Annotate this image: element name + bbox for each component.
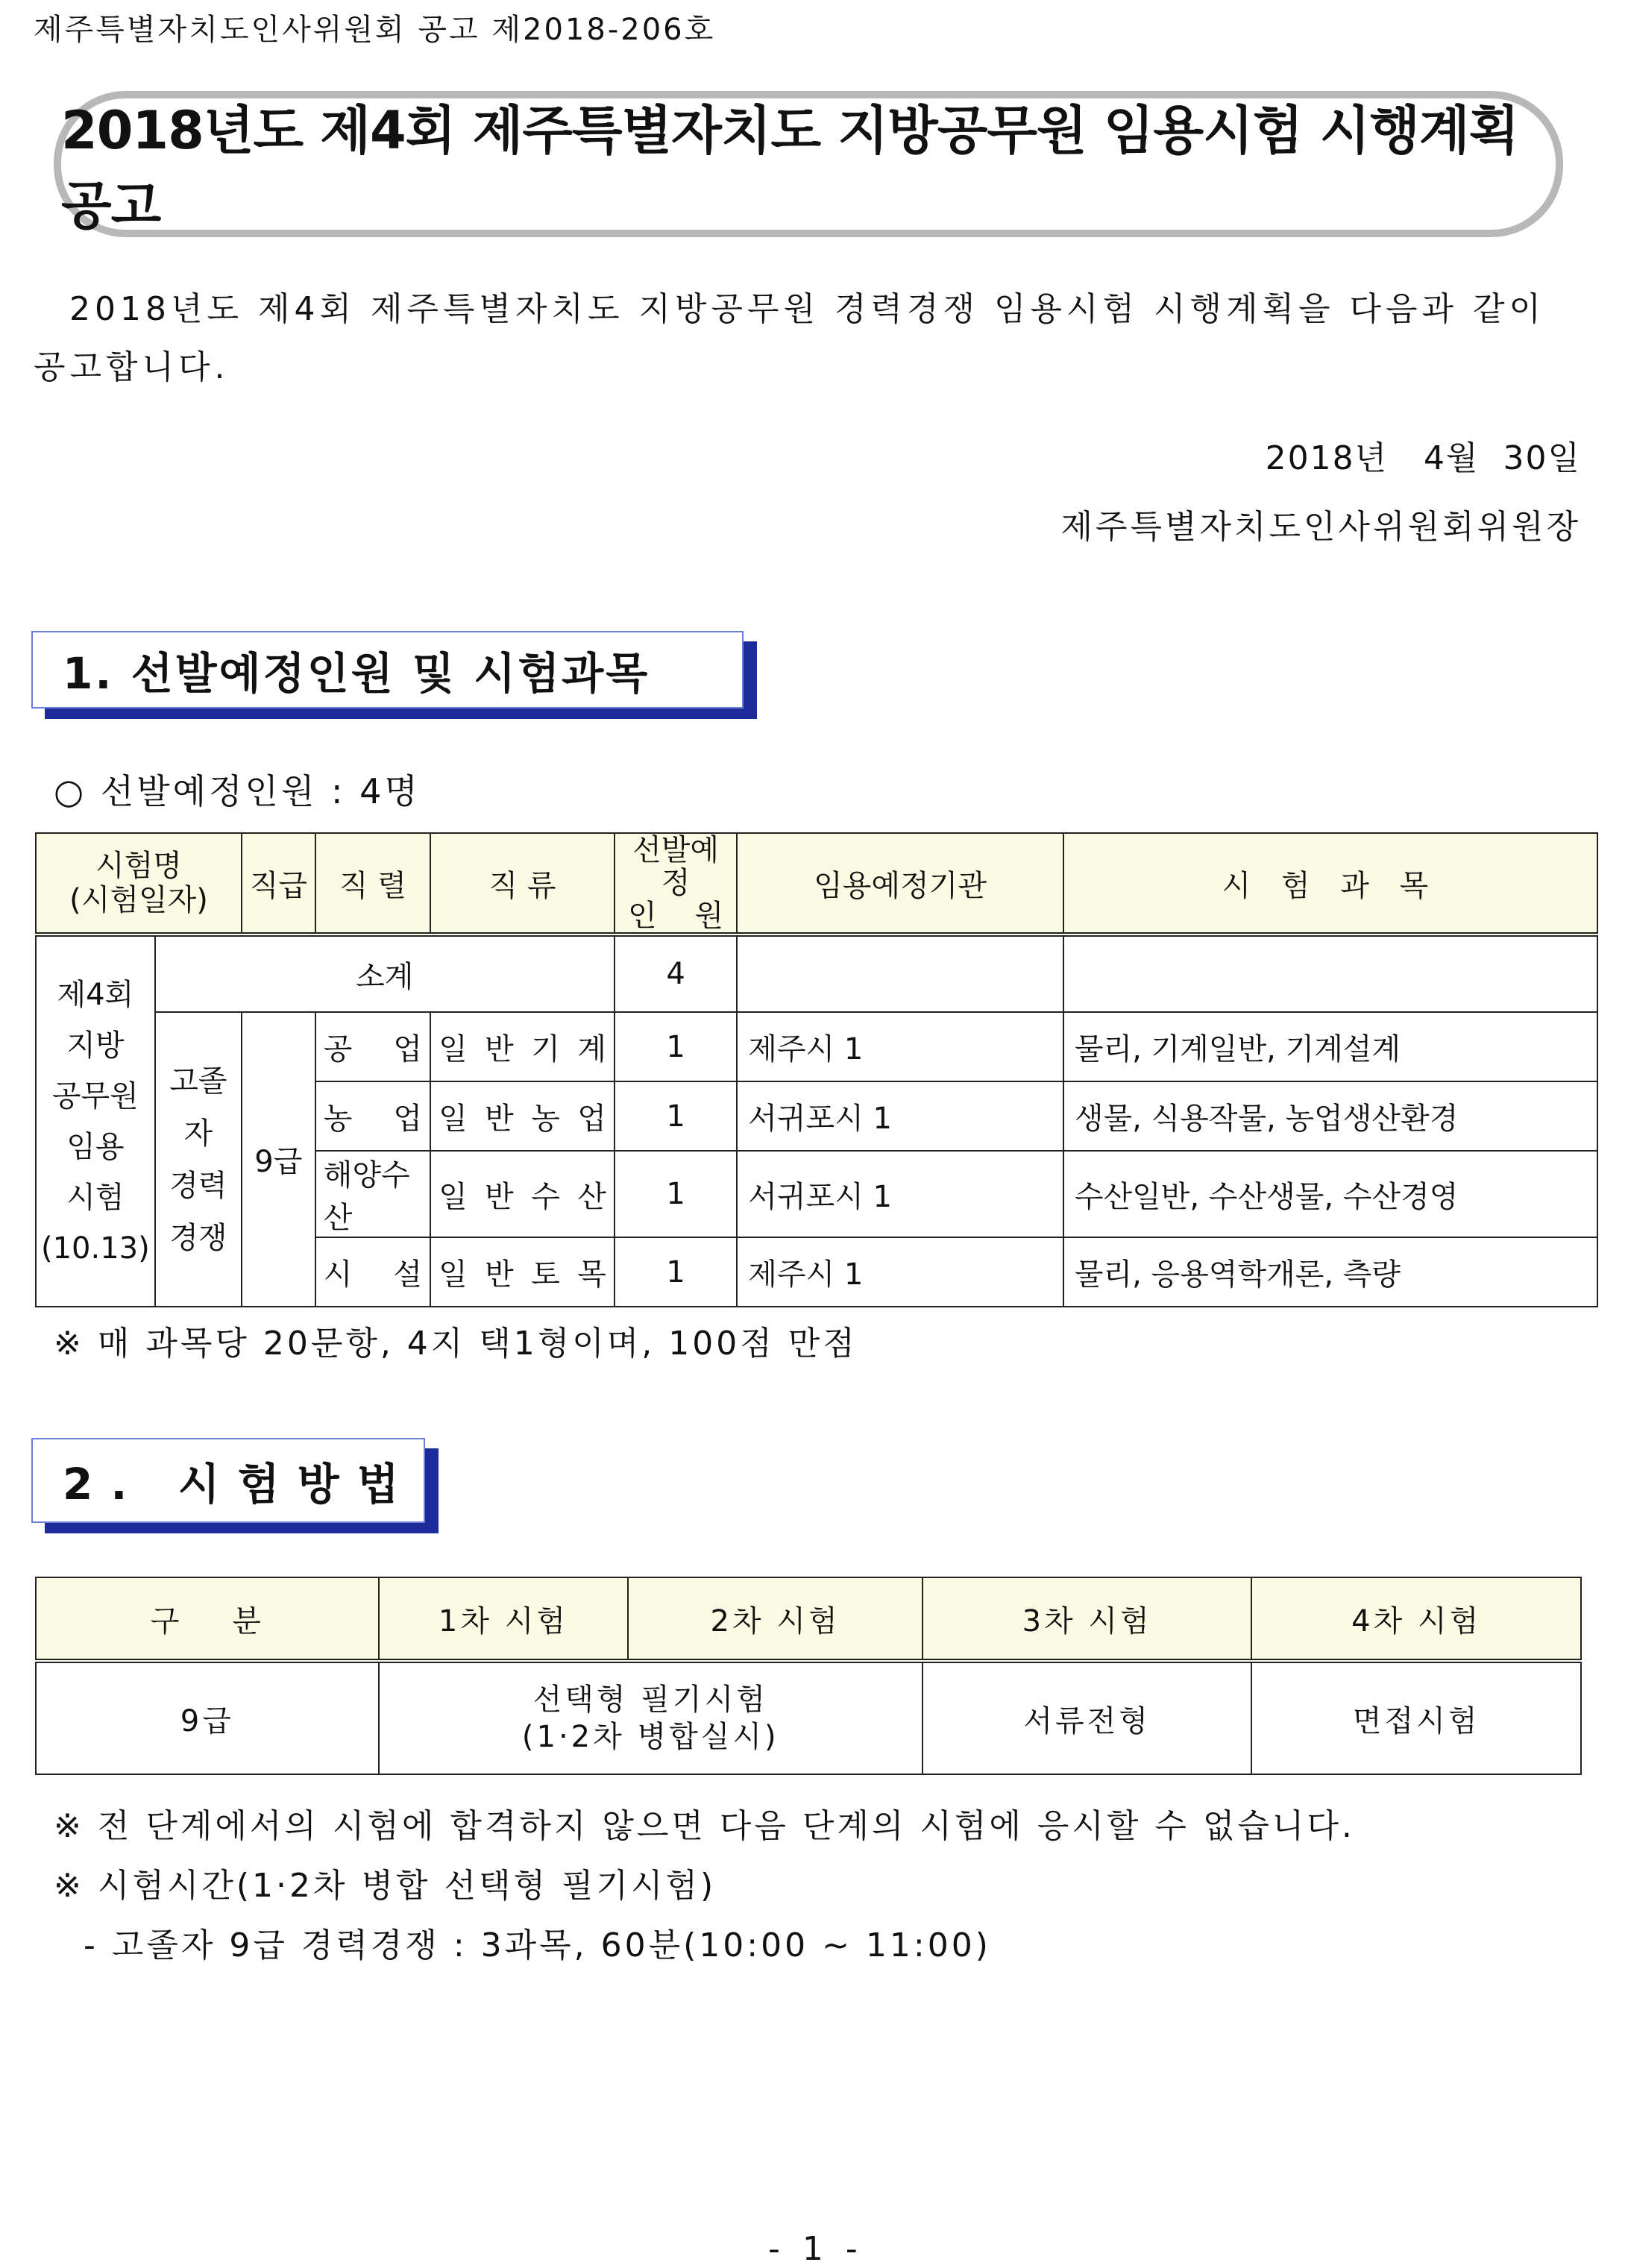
grade-cell: 9급 [242,1012,315,1307]
written-exam-note: (1‧2차 병합실시) [521,1720,779,1754]
exam-label-line: 지방 [66,1028,125,1063]
signer: 제주특별자치도인사위원회위원장 [1060,508,1581,546]
subjects-cell: 수산일반, 수산생물, 수산경영 [1063,1151,1597,1237]
category-line: 경쟁 [169,1220,227,1255]
header-quota-top: 선발예정 [632,833,720,900]
class-cell: 일 반 토 목 [430,1237,615,1307]
selection-table [35,832,1598,1307]
subtotal-label: 소계 [155,934,615,1012]
table-row [36,1661,1581,1774]
written-exam-label: 선택형 필기시험 [532,1683,768,1717]
header-class: 직 류 [430,833,615,934]
series-cell: 공 업 [315,1012,430,1081]
table-header-row [36,833,1597,934]
header-grade: 직급 [242,833,315,934]
quota-cell: 1 [615,1081,737,1151]
interview-cell: 면접시험 [1251,1661,1581,1774]
grade-cell: 9급 [36,1661,379,1774]
series-cell: 농 업 [315,1081,430,1151]
exam-time-detail: - 고졸자 9급 경력경쟁 : 3과목, 60분(10:00 ~ 11:00) [84,1926,991,1964]
header-exam-name [36,833,242,934]
category-line: 경력 [169,1168,227,1203]
header-quota [615,833,737,934]
quota-cell: 1 [615,1012,737,1081]
exam-label-cell [36,934,155,1307]
page-title: 2018년도 제4회 제주특별자치도 지방공무원 임용시험 시행계획 공고 [61,100,1519,236]
quota-cell: 1 [615,1151,737,1237]
subtotal-agency [737,934,1063,1012]
exam-label-line: 제4회 [57,977,134,1012]
document-screening-cell: 서류전형 [923,1661,1252,1774]
agency-cell: 제주시 1 [737,1012,1063,1081]
header-stage3: 3차 시험 [923,1577,1252,1661]
section1-heading: 1. 선발예정인원 및 시험과목 [31,631,744,709]
header-quota-bottom: 인 원 [628,899,724,933]
quota-summary: ○ 선발예정인원 : 4명 [54,771,421,811]
series-cell: 시 설 [315,1237,430,1307]
subjects-cell: 생물, 식용작물, 농업생산환경 [1063,1081,1597,1151]
written-exam-cell [379,1661,923,1774]
exam-label-line: 공무원 [51,1078,139,1113]
header-stage1: 1차 시험 [379,1577,629,1661]
exam-label-line: 시험 [66,1180,125,1215]
series-cell: 해양수산 [315,1151,430,1237]
exam-label-line: (10.13) [41,1231,150,1266]
subjects-cell: 물리, 기계일반, 기계설계 [1063,1012,1597,1081]
class-cell: 일 반 수 산 [430,1151,615,1237]
subject-note: ※ 매 과목당 20문항, 4지 택1형이며, 100점 만점 [54,1325,858,1363]
category-line: 고졸자 [169,1064,227,1151]
intro-paragraph: 2018년도 제4회 제주특별자치도 지방공무원 경력경쟁 임용시험 시행계획을 다음과 같이 공고합니다. [34,290,1545,386]
exam-label-line: 임용 [66,1129,125,1164]
subjects-cell: 물리, 응용역학개론, 측량 [1063,1237,1597,1307]
header-series: 직 렬 [315,833,430,934]
header-agency: 임용예정기관 [737,833,1063,934]
quota-cell: 1 [615,1237,737,1307]
class-cell: 일 반 농 업 [430,1081,615,1151]
eligibility-note: ※ 전 단계에서의 시험에 합격하지 않으면 다음 단계의 시험에 응시할 수 없습니다. [54,1807,1355,1845]
class-cell: 일 반 기 계 [430,1012,615,1081]
header-exam-name-label: 시험명 [95,849,182,883]
header-stage4: 4차 시험 [1251,1577,1581,1661]
title-box [54,91,1563,237]
subtotal-subjects [1063,934,1597,1012]
agency-cell: 서귀포시 1 [737,1151,1063,1237]
header-category: 구 분 [36,1577,379,1661]
header-stage2: 2차 시험 [628,1577,923,1661]
category-cell [155,1012,242,1307]
section2-heading: 2. 시험방법 [31,1438,425,1523]
table-header-row [36,1577,1581,1661]
header-exam-date-label: (시험일자) [69,883,208,917]
notice-date: 2018년 4월 30일 [1265,439,1581,477]
subtotal-value: 4 [615,934,737,1012]
exam-method-table [35,1577,1582,1775]
agency-cell: 제주시 1 [737,1237,1063,1307]
page-number: - 1 - [768,2230,864,2268]
notice-number: 제주특별자치도인사위원회 공고 제2018-206호 [34,13,716,47]
subtotal-row [36,934,1597,1012]
table-row [36,1012,1597,1081]
agency-cell: 서귀포시 1 [737,1081,1063,1151]
exam-time-note: ※ 시험시간(1‧2차 병합 선택형 필기시험) [54,1867,717,1905]
header-subjects: 시 험 과 목 [1063,833,1597,934]
